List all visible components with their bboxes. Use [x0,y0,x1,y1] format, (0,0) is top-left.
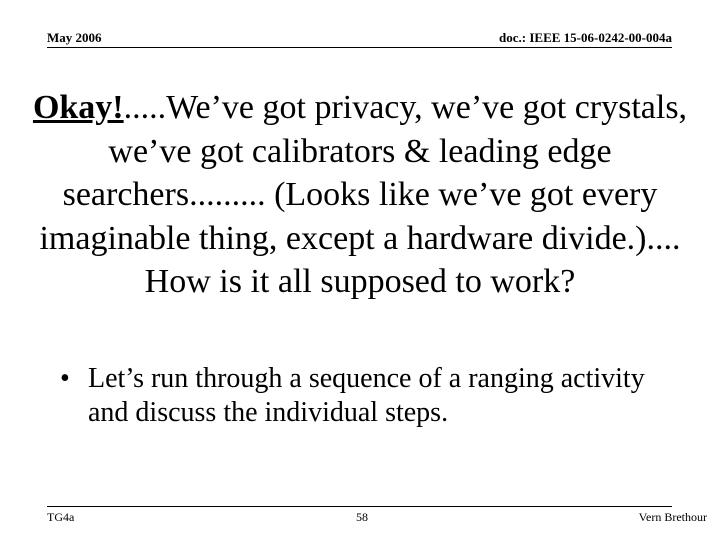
slide-title [30,86,690,304]
footer-divider [47,506,672,507]
bullet-mark: • [60,363,70,394]
bullet-text: Let’s run through a sequence of a ranging activity and discuss the individual steps. [88,363,645,428]
header-date: May 2006 [47,30,102,45]
footer-group: TG4a [47,510,75,524]
header-divider [47,47,672,48]
bullet-item [60,362,660,430]
footer-author: Vern Brethour [638,510,707,524]
title-lead: Okay! [32,89,124,126]
page-number: 58 [356,510,368,524]
title-rest: .....We’ve got privacy, we’ve got crystals, we’ve got calibrators & leading edge searchers......... (Looks like we’ve got every imaginable thing, except a hardware divide.).... How is it all supposed to work? [39,89,688,300]
header-doc-id: doc.: IEEE 15-06-0242-00-004a [499,30,672,45]
